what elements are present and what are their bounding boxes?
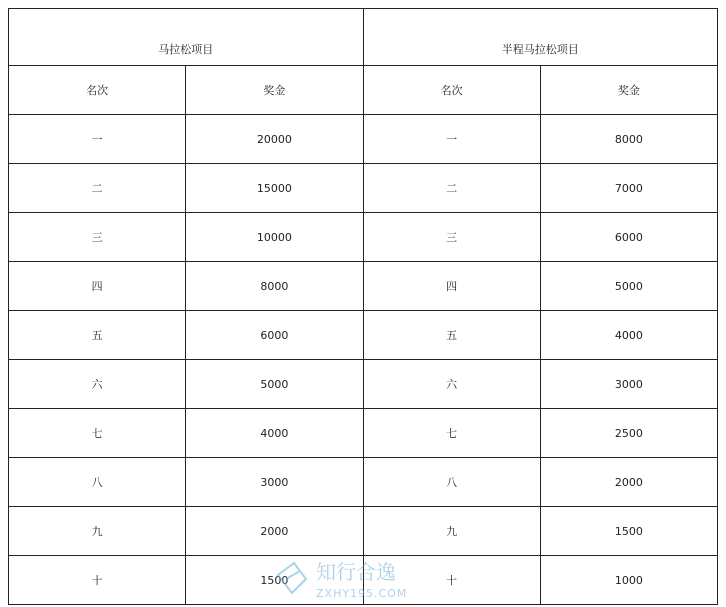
table-row xyxy=(9,458,718,507)
marathon-rank-cell: 七 xyxy=(9,409,186,458)
group-header-row xyxy=(9,9,718,66)
table-row xyxy=(9,409,718,458)
half-marathon-rank-cell: 八 xyxy=(363,458,540,507)
half-marathon-prize-cell: 1000 xyxy=(540,556,717,605)
half-marathon-prize-header: 奖金 xyxy=(540,66,717,115)
marathon-rank-cell: 九 xyxy=(9,507,186,556)
half-marathon-rank-cell: 九 xyxy=(363,507,540,556)
marathon-group-header: 马拉松项目 xyxy=(9,9,364,66)
half-marathon-rank-cell: 十 xyxy=(363,556,540,605)
half-marathon-rank-cell: 四 xyxy=(363,262,540,311)
table-row xyxy=(9,311,718,360)
marathon-prize-cell: 15000 xyxy=(186,164,363,213)
watermark-title: 知行合逸 xyxy=(316,560,396,584)
marathon-rank-cell: 八 xyxy=(9,458,186,507)
table-row xyxy=(9,507,718,556)
table-row xyxy=(9,213,718,262)
prize-table xyxy=(8,8,718,605)
half-marathon-rank-cell: 五 xyxy=(363,311,540,360)
marathon-rank-cell: 五 xyxy=(9,311,186,360)
half-marathon-prize-cell: 5000 xyxy=(540,262,717,311)
marathon-rank-header: 名次 xyxy=(9,66,186,115)
marathon-prize-cell: 3000 xyxy=(186,458,363,507)
marathon-prize-cell: 4000 xyxy=(186,409,363,458)
half-marathon-rank-cell: 三 xyxy=(363,213,540,262)
marathon-prize-cell: 10000 xyxy=(186,213,363,262)
marathon-rank-cell: 三 xyxy=(9,213,186,262)
half-marathon-rank-cell: 六 xyxy=(363,360,540,409)
marathon-prize-header: 奖金 xyxy=(186,66,363,115)
table-row xyxy=(9,360,718,409)
marathon-rank-cell: 六 xyxy=(9,360,186,409)
marathon-prize-cell: 6000 xyxy=(186,311,363,360)
table-body xyxy=(9,9,718,605)
half-marathon-prize-cell: 8000 xyxy=(540,115,717,164)
marathon-prize-cell: 2000 xyxy=(186,507,363,556)
half-marathon-prize-cell: 2000 xyxy=(540,458,717,507)
half-marathon-rank-cell: 二 xyxy=(363,164,540,213)
table-row xyxy=(9,556,718,605)
half-marathon-rank-cell: 七 xyxy=(363,409,540,458)
half-marathon-rank-header: 名次 xyxy=(363,66,540,115)
half-marathon-group-header: 半程马拉松项目 xyxy=(363,9,718,66)
half-marathon-prize-cell: 4000 xyxy=(540,311,717,360)
table-row xyxy=(9,164,718,213)
marathon-rank-cell: 一 xyxy=(9,115,186,164)
marathon-prize-cell: 8000 xyxy=(186,262,363,311)
half-marathon-prize-cell: 7000 xyxy=(540,164,717,213)
marathon-prize-cell: 1500 xyxy=(186,556,363,605)
marathon-rank-cell: 四 xyxy=(9,262,186,311)
marathon-prize-cell: 5000 xyxy=(186,360,363,409)
marathon-rank-cell: 二 xyxy=(9,164,186,213)
half-marathon-prize-cell: 3000 xyxy=(540,360,717,409)
marathon-rank-cell: 十 xyxy=(9,556,186,605)
half-marathon-prize-cell: 2500 xyxy=(540,409,717,458)
half-marathon-prize-cell: 1500 xyxy=(540,507,717,556)
watermark-subtitle: ZXHY195.COM xyxy=(316,587,408,600)
half-marathon-rank-cell: 一 xyxy=(363,115,540,164)
marathon-prize-cell: 20000 xyxy=(186,115,363,164)
table-row xyxy=(9,115,718,164)
column-header-row xyxy=(9,66,718,115)
table-row xyxy=(9,262,718,311)
half-marathon-prize-cell: 6000 xyxy=(540,213,717,262)
